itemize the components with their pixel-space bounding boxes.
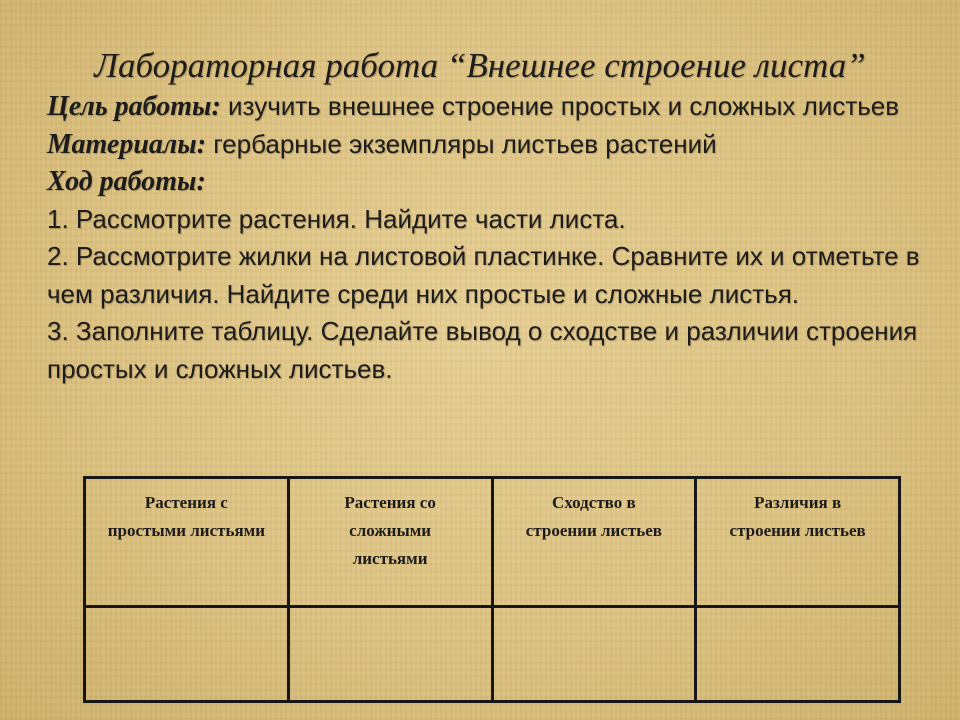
- header-line: листьями: [352, 549, 428, 568]
- header-line: сложными: [349, 521, 432, 540]
- header-differences: [696, 478, 900, 607]
- table-header-row: [85, 478, 900, 607]
- goal-text: изучить внешнее строение простых и сложных листьев: [220, 91, 900, 121]
- header-line: Растения со: [344, 493, 436, 512]
- header-compound-leaves: [288, 478, 492, 607]
- header-simple-leaves: [85, 478, 289, 607]
- procedure-label: Ход работы:: [47, 166, 206, 197]
- procedure-step-3: 3. Заполните таблицу. Сделайте вывод о сходстве и различии строения простых и сложных листьев.: [47, 316, 918, 384]
- materials-label: Материалы:: [47, 128, 207, 160]
- header-line: Сходство в: [552, 493, 636, 512]
- header-line: Различия в: [754, 493, 842, 512]
- materials-paragraph: [47, 126, 942, 164]
- procedure-step-1: 1. Рассмотрите растения. Найдите части листа.: [47, 203, 626, 234]
- lab-text: [47, 88, 942, 388]
- header-line: Растения с: [144, 493, 228, 512]
- header-line: строении листьев: [729, 521, 866, 540]
- table-cell[interactable]: [85, 607, 289, 702]
- goal-label: Цель работы:: [47, 91, 221, 122]
- header-line: строении листьев: [525, 521, 662, 540]
- table-cell[interactable]: [696, 607, 900, 702]
- materials-text: гербарные экземпляры листьев растений: [206, 128, 717, 159]
- page-title: Лабораторная работа “Внешнее строение листа”: [94, 46, 866, 85]
- goal-paragraph: [47, 88, 942, 126]
- table-cell[interactable]: [288, 607, 492, 702]
- procedure-step-2: 2. Рассмотрите жилки на листовой пластинке. Сравните их и отметьте в чем различия. Найдите среди них простые и сложные листья.: [47, 241, 920, 309]
- table-cell[interactable]: [492, 607, 696, 702]
- table-row: [85, 607, 900, 702]
- observation-table: [83, 476, 901, 703]
- header-similarity: [492, 478, 696, 607]
- header-line: простыми листьями: [107, 521, 266, 540]
